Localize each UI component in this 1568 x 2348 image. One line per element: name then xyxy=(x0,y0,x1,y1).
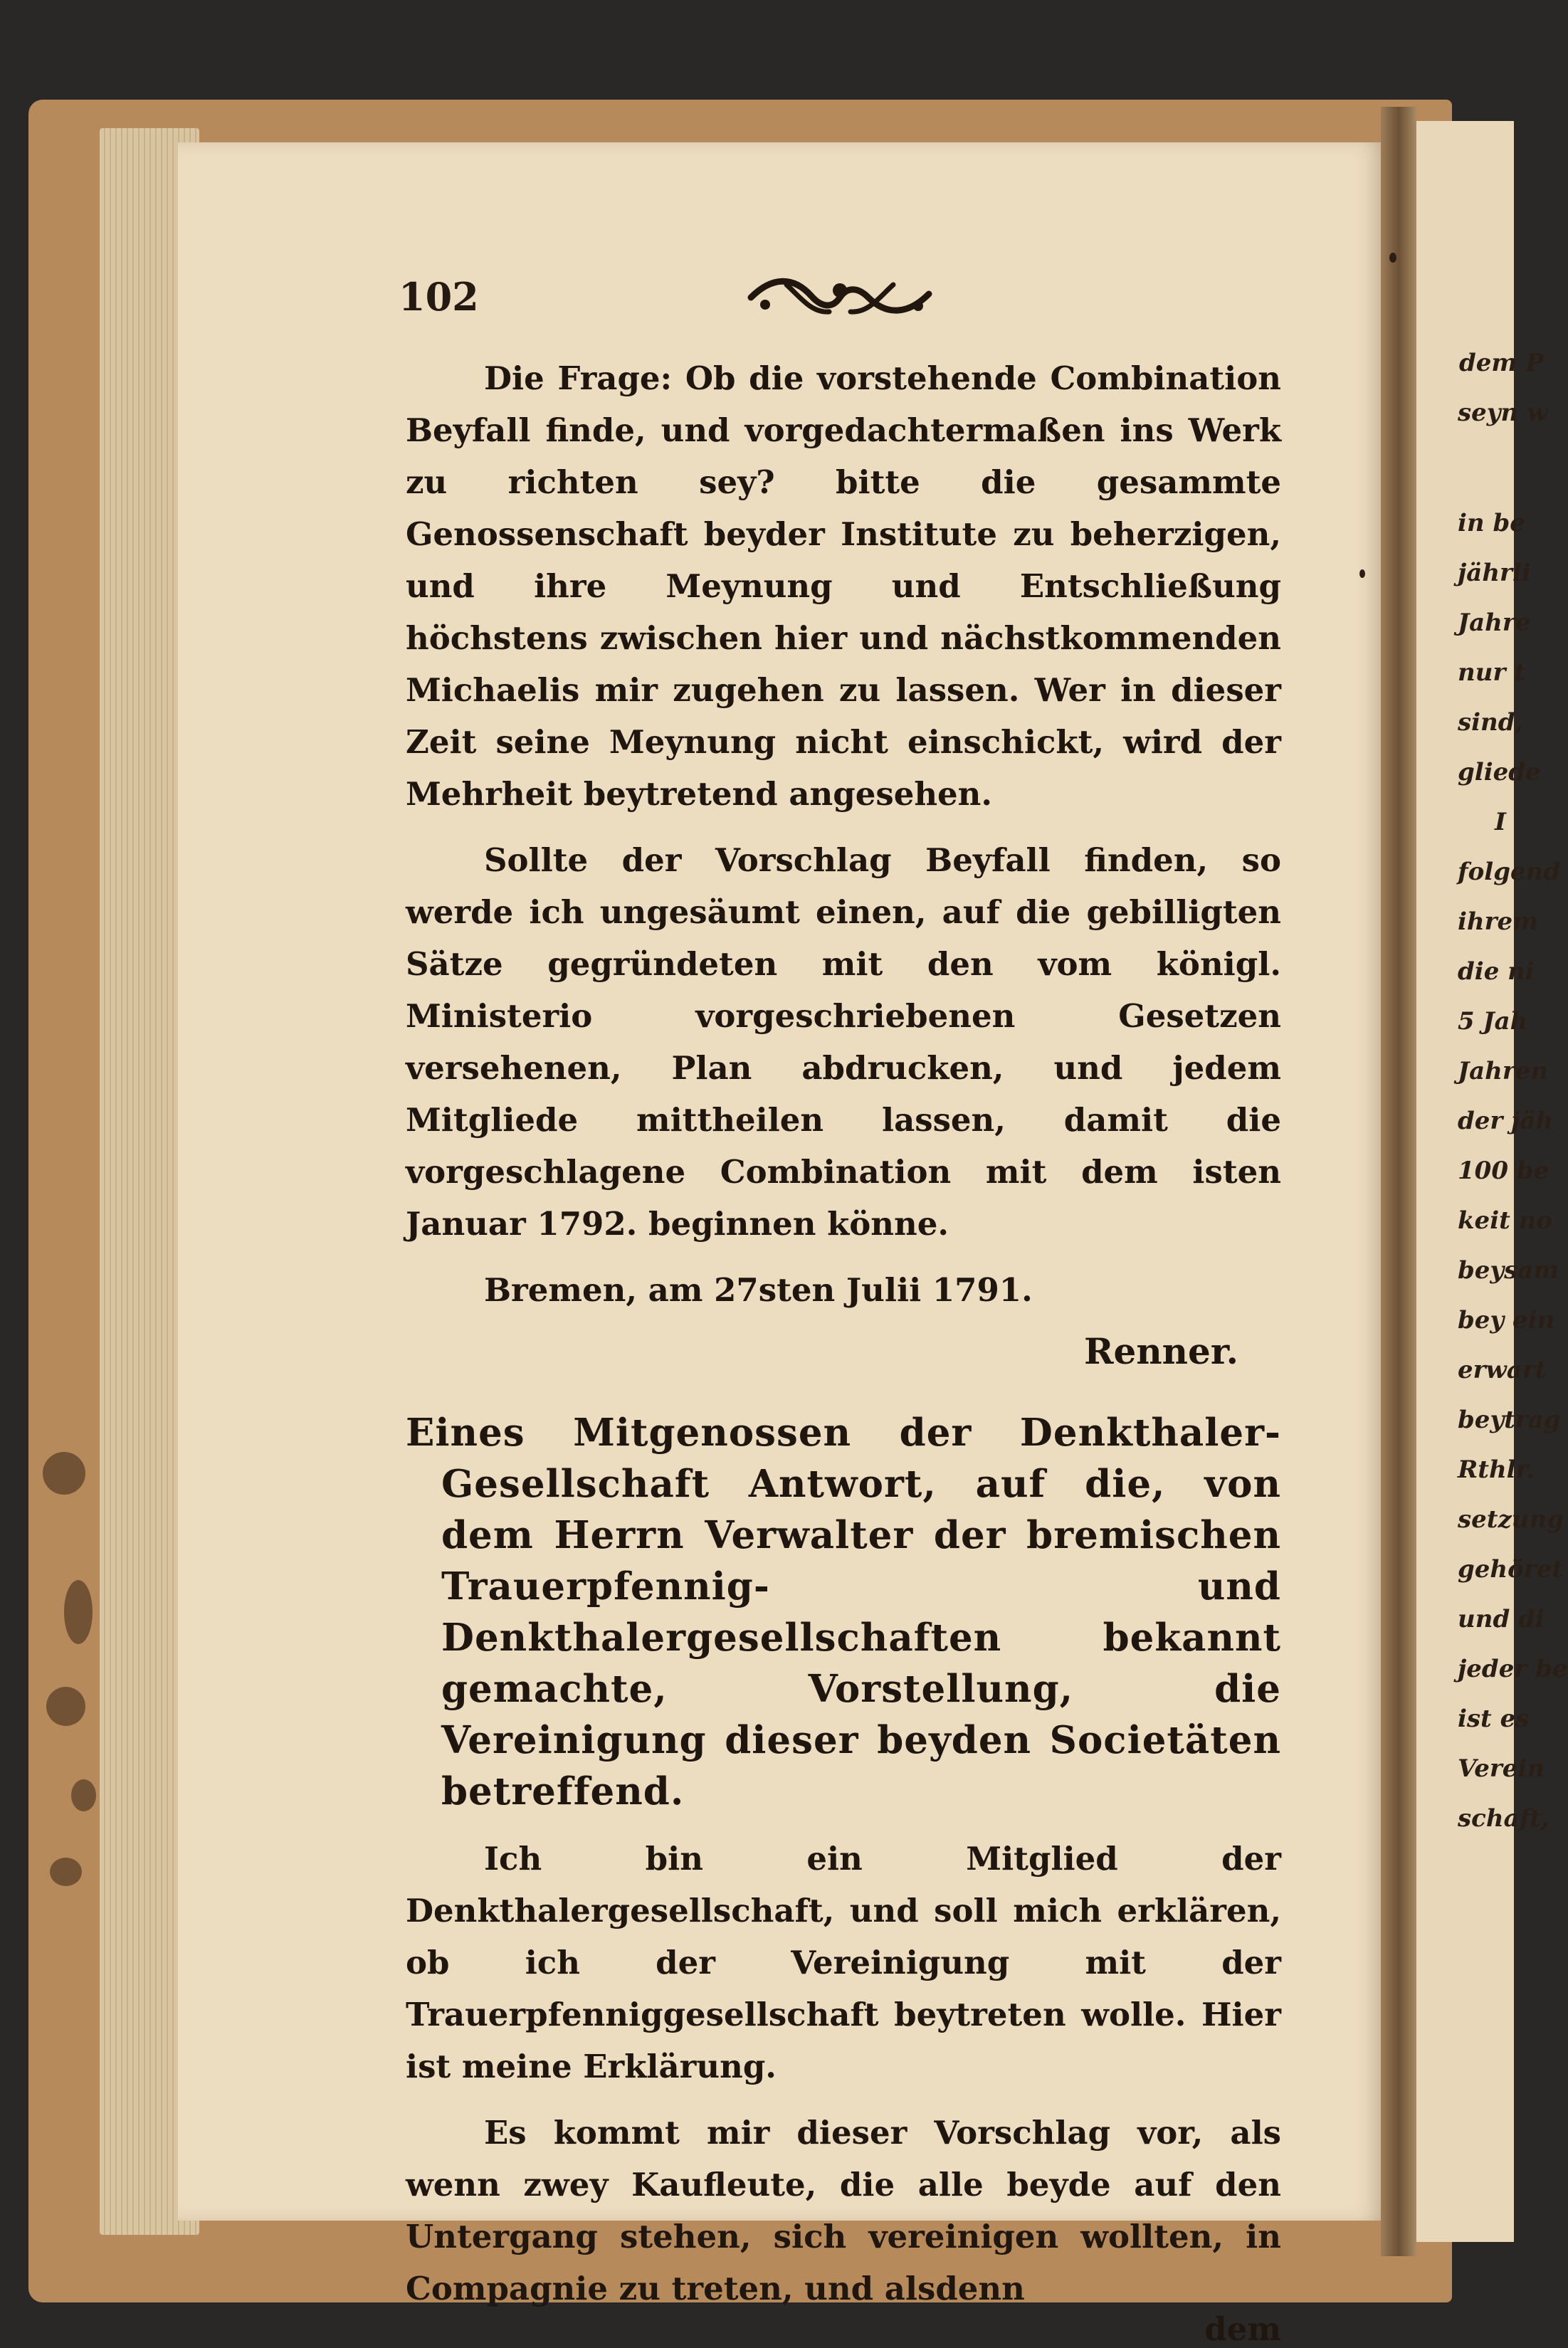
facing-line: jeder be xyxy=(1458,1655,1568,1683)
facing-line: setzung xyxy=(1458,1505,1564,1534)
paragraph: Die Frage: Ob die vorstehende Combination Beyfall finde, und vorgedachtermaßen ins Werk zu richten sey? bitte die gesammte Genossenschaft beyder Institute zu beherzigen, und ihre Meynung und Entschließung höchstens zwischen hier und nächstkommenden Michaelis mir zugehen zu lassen. Wer in dieser Zeit seine Meynung nicht einschickt, wird der Mehrheit beytretend angesehen. xyxy=(406,359,1281,813)
paragraph: Ich bin ein Mitglied der Denkthalergesellschaft, und soll mich erklären, ob ich der Vereinigung mit der Trauerpfenniggesellschaft beytreten wolle. Hier ist meine Erklärung. xyxy=(406,1840,1281,2085)
book-gutter xyxy=(1381,107,1416,2256)
stain xyxy=(50,1858,82,1886)
ornament-icon xyxy=(744,269,936,326)
stain xyxy=(46,1687,85,1726)
page-number: 102 xyxy=(399,274,479,320)
catchword: dem xyxy=(1204,2310,1281,2348)
facing-line: 5 Jah xyxy=(1458,1007,1528,1036)
stain xyxy=(64,1580,93,1644)
speck xyxy=(1389,253,1396,263)
facing-line: schaft, xyxy=(1458,1804,1549,1833)
facing-line: nur t xyxy=(1458,658,1525,687)
facing-line: Verein xyxy=(1458,1754,1545,1783)
facing-line: der jäh xyxy=(1458,1107,1554,1135)
facing-line: ist es xyxy=(1458,1705,1530,1733)
stain xyxy=(43,1452,85,1495)
facing-line: Rthlr. xyxy=(1458,1455,1535,1484)
facing-line: beytrag xyxy=(1458,1406,1561,1434)
facing-line: folgend xyxy=(1458,858,1561,886)
facing-line: ihrem xyxy=(1458,907,1539,936)
stain xyxy=(71,1779,96,1811)
facing-line: gehöret xyxy=(1458,1555,1564,1584)
facing-line: keit no xyxy=(1458,1206,1553,1235)
facing-line: beysam xyxy=(1458,1256,1559,1285)
facing-line: dem P xyxy=(1459,349,1544,377)
paragraph: Sollte der Vorschlag Beyfall finden, so werde ich ungesäumt einen, auf die gebilligten Sätze gegründeten mit den vom königl. Ministerio vorgeschriebenen Gesetzen versehenen, Plan abdrucken, und jedem Mitgliede mittheilen lassen, damit die vorgeschlagene Combination mit dem isten Januar 1792. beginnen könne. xyxy=(406,841,1281,1243)
facing-line: erwart xyxy=(1458,1356,1547,1384)
facing-line: bey ein xyxy=(1458,1306,1555,1334)
facing-line: seyn w xyxy=(1458,399,1548,427)
place-date: Bremen, am 27sten Julii 1791. xyxy=(484,1271,1033,1309)
speck xyxy=(1359,569,1365,578)
facing-line: gliede xyxy=(1458,758,1541,786)
facing-line: Jahre xyxy=(1458,609,1531,637)
paragraph: Es kommt mir dieser Vorschlag vor, als wenn zwey Kaufleute, die alle beyde auf den Untergang stehen, sich vereinigen wollten, in Compagnie zu treten, und alsdenn xyxy=(406,2114,1281,2307)
facing-line: I xyxy=(1495,808,1506,836)
section-heading: Eines Mitgenossen der Denkthaler-Gesellschaft Antwort, auf die, von dem Herrn Verwalter der bremischen Trauerpfennig- und Denkthalergesellschaften bekannt gemachte, Vorstellung, die Vereinigung dieser beyden Societäten betreffend. xyxy=(406,1411,1281,1813)
facing-line: und di xyxy=(1458,1605,1545,1633)
facing-line: Jahren xyxy=(1458,1057,1549,1085)
facing-line: in be xyxy=(1458,509,1525,537)
page-text xyxy=(406,352,1281,2348)
facing-line: jährli xyxy=(1458,559,1531,587)
facing-page xyxy=(1416,121,1568,2242)
signature: Renner. xyxy=(1083,1330,1238,1372)
facing-line: 100 be xyxy=(1458,1157,1549,1185)
facing-line: die ni xyxy=(1458,957,1535,986)
facing-line: sind, xyxy=(1458,708,1524,737)
